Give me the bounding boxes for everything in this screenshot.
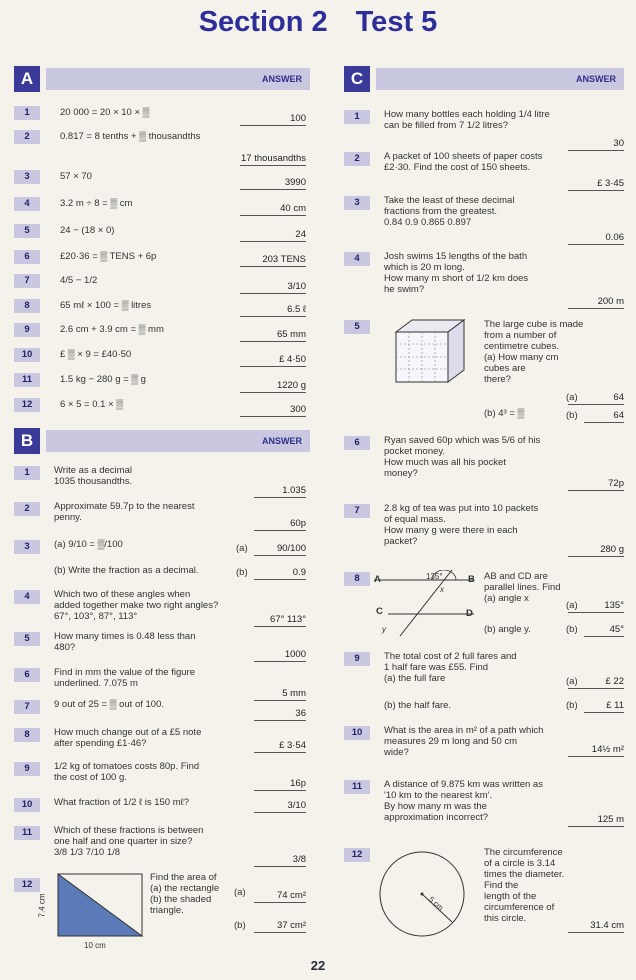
answer-part-label: (b)	[566, 624, 578, 635]
test-title: Test 5	[355, 6, 438, 38]
section-a-letter: A	[14, 66, 40, 92]
answer-part-label: (b)	[566, 700, 578, 711]
answer-value: 1000	[254, 649, 306, 662]
question-number: 4	[344, 252, 370, 266]
answer-value: 14½ m²	[568, 744, 624, 757]
answer-value: 45°	[584, 624, 624, 637]
question-number: 10	[14, 798, 40, 812]
question-text: (a) 9/10 = ▒/100	[54, 539, 123, 550]
question-text: 2.8 kg of tea was put into 10 packets of equal mass. How many g were there in each packet?	[384, 503, 539, 547]
answer-value: 16p	[254, 778, 306, 791]
point-a-label: A	[374, 574, 381, 585]
question-number: 8	[344, 572, 370, 586]
circle-figure	[376, 848, 468, 940]
answer-value: 3990	[240, 177, 306, 190]
answer-value: 125 m	[568, 814, 624, 827]
point-d-label: D	[466, 608, 473, 619]
angle-x-label: x	[440, 585, 444, 594]
question-text: 1/2 kg of tomatoes costs 80p. Find the cost of 100 g.	[54, 761, 200, 783]
answer-value: 200 m	[568, 296, 624, 309]
parallel-lines-figure	[370, 570, 480, 640]
question-number: 1	[14, 106, 40, 120]
question-text: Approximate 59.7p to the nearest penny.	[54, 501, 195, 523]
answer-value: 280 g	[568, 544, 624, 557]
answer-value: 5 mm	[254, 688, 306, 701]
section-a-header	[14, 66, 310, 92]
question-number: 3	[14, 170, 40, 184]
question-number: 5	[344, 320, 370, 334]
answer-value: 135°	[568, 600, 624, 613]
answer-value: 3/10	[254, 800, 306, 813]
answer-value: 60p	[254, 518, 306, 531]
question-text: Which two of these angles when added together make two right angles? 67°, 103°, 87°, 113°	[54, 589, 219, 622]
answer-value: 24	[240, 229, 306, 242]
question-text: 65 mℓ × 100 = ▒ litres	[60, 300, 152, 311]
question-number: 6	[344, 436, 370, 450]
question-number: 12	[344, 848, 370, 862]
point-b-label: B	[468, 574, 475, 585]
answer-value: £ 22	[568, 676, 624, 689]
question-number: 1	[344, 110, 370, 124]
question-text: Josh swims 15 lengths of the bath which is 20 m long. How many m short of 1/2 km does he swim?	[384, 251, 529, 295]
answer-value: £ 3·54	[254, 740, 306, 753]
answer-part-label: (a)	[566, 676, 578, 687]
answer-value: 0.9	[254, 567, 306, 580]
answer-value: 17 thousandths	[241, 153, 306, 164]
answer-value: £ 4·50	[240, 354, 306, 367]
question-text: A distance of 9.875 km was written as '10 km to the nearest km'. By how many m was the approximation incorrect?	[384, 779, 543, 823]
question-number: 8	[14, 728, 40, 742]
question-text: Write as a decimal 1035 thousandths.	[54, 465, 133, 487]
question-text: How many bottles each holding 1/4 litre can be filled from 7 1/2 litres?	[384, 109, 550, 131]
question-text: (b) angle y.	[484, 624, 531, 635]
question-number: 4	[14, 590, 40, 604]
answer-part-label: (a)	[236, 543, 248, 554]
question-text: How many times is 0.48 less than 480?	[54, 631, 196, 653]
question-number: 9	[344, 652, 370, 666]
question-number: 3	[14, 540, 40, 554]
page-number: 22	[310, 958, 326, 973]
answer-value: 65 mm	[240, 329, 306, 342]
question-number: 9	[14, 323, 40, 337]
question-number: 4	[14, 197, 40, 211]
answer-value: 1.035	[254, 485, 306, 498]
question-number: 7	[14, 274, 40, 288]
question-text: What is the area in m² of a path which measures 29 m long and 50 cm wide?	[384, 725, 544, 758]
answer-value: 3/8	[254, 854, 306, 867]
question-number: 3	[344, 196, 370, 210]
answer-value: 64	[584, 410, 624, 423]
angle-label: 135°	[426, 572, 443, 581]
section-b-letter: B	[14, 428, 40, 454]
answer-part-label: (b)	[236, 567, 248, 578]
question-number: 9	[14, 762, 40, 776]
answer-part-label: (a)	[566, 392, 578, 403]
question-number: 5	[14, 224, 40, 238]
question-number: 6	[14, 250, 40, 264]
question-text: 20 000 = 20 × 10 × ▒	[60, 107, 150, 118]
question-text: A packet of 100 sheets of paper costs £2·30. Find the cost of 150 sheets.	[384, 151, 543, 173]
answer-value: 90/100	[254, 543, 306, 556]
question-number: 2	[344, 152, 370, 166]
question-number: 11	[14, 826, 40, 840]
question-text: Find the area of (a) the rectangle (b) the shaded triangle.	[150, 872, 220, 916]
answer-value: 36	[254, 708, 306, 721]
answer-value: 300	[240, 404, 306, 417]
question-number: 8	[14, 299, 40, 313]
question-number: 5	[14, 632, 40, 646]
question-text: 3.2 m ÷ 8 = ▒ cm	[60, 198, 133, 209]
question-number: 12	[14, 398, 40, 412]
question-number: 6	[14, 668, 40, 682]
answer-part-label: (a)	[566, 600, 578, 611]
question-text: Ryan saved 60p which was 5/6 of his pocket money. How much was all his pocket money?	[384, 435, 541, 479]
page-title	[0, 6, 636, 39]
question-text: (b) the half fare.	[384, 700, 452, 711]
question-text: 1.5 kg − 280 g = ▒ g	[60, 374, 146, 385]
question-text: The total cost of 2 full fares and 1 half fare was £55. Find (a) the full fare	[384, 651, 517, 684]
answer-value: 0.06	[568, 232, 624, 245]
answer-value: 67° 113°	[254, 614, 306, 627]
question-text: Find in mm the value of the figure underlined. 7.075 m	[54, 667, 195, 689]
question-text: £ ▒ × 9 = £40·50	[60, 349, 132, 360]
answer-value: 203 TENS	[240, 254, 306, 267]
answer-value: 72p	[568, 478, 624, 491]
answer-value: 6.5 ℓ	[240, 304, 306, 317]
angle-y-label: y	[382, 625, 386, 634]
answer-value: 1220 g	[240, 380, 306, 393]
answer-value: 31.4 cm	[568, 920, 624, 933]
point-c-label: C	[376, 606, 383, 617]
question-number: 12	[14, 878, 40, 892]
section-c-header	[344, 66, 624, 92]
answer-part-label: (b)	[566, 410, 578, 421]
answer-value: 37 cm²	[254, 920, 306, 933]
question-text: Which of these fractions is between one half and one quarter in size? 3/8 1/3 7/10 1/8	[54, 825, 204, 858]
answer-value: 64	[568, 392, 624, 405]
radius-label: 5 cm	[427, 894, 446, 913]
question-text: 24 − (18 × 0)	[60, 225, 115, 236]
question-text: What fraction of 1/2 ℓ is 150 mℓ?	[54, 797, 189, 808]
question-text: The circumference of a circle is 3.14 times the diameter. Find the length of the circumference of this circle.	[484, 847, 565, 924]
question-number: 1	[14, 466, 40, 480]
question-text: Take the least of these decimal fractions from the greatest. 0.84 0.9 0.865 0.897	[384, 195, 515, 228]
answer-part-label: (b)	[234, 920, 246, 931]
answer-label: ANSWER	[46, 68, 310, 90]
question-text: 0.817 = 8 tenths + ▒ thousandths	[60, 131, 201, 142]
answer-value: £ 3·45	[568, 178, 624, 191]
answer-value: 40 cm	[240, 203, 306, 216]
cube-figure	[390, 316, 470, 386]
figure-height-label: 7.4 cm	[37, 893, 47, 918]
answer-label: ANSWER	[46, 430, 310, 452]
question-number: 7	[344, 504, 370, 518]
question-text: 2.6 cm + 3.9 cm = ▒ mm	[60, 324, 164, 335]
answer-value: 100	[240, 113, 306, 126]
question-text: (b) 4³ = ▒	[484, 408, 525, 419]
question-number: 10	[14, 348, 40, 362]
question-number: 11	[344, 780, 370, 794]
question-text: £20·36 = ▒ TENS + 6p	[60, 251, 157, 262]
answer-label: ANSWER	[376, 68, 624, 90]
answer-value: 74 cm²	[254, 890, 306, 903]
question-text: 6 × 5 = 0.1 × ▒	[60, 399, 123, 410]
question-text: 9 out of 25 = ▒ out of 100.	[54, 699, 164, 710]
question-text: (b) Write the fraction as a decimal.	[54, 565, 199, 576]
question-number: 7	[14, 700, 40, 714]
answer-value: £ 11	[584, 700, 624, 713]
shaded-triangle	[58, 874, 142, 936]
question-text: 57 × 70	[60, 171, 92, 182]
question-text: How much change out of a £5 note after spending £1·46?	[54, 727, 202, 749]
rectangle-triangle-figure	[50, 870, 150, 950]
question-number: 2	[14, 502, 40, 516]
question-number: 2	[14, 130, 40, 144]
question-number: 11	[14, 373, 40, 387]
section-title: Section 2	[198, 6, 328, 38]
figure-width-label: 10 cm	[84, 941, 106, 950]
question-text: 4/5 − 1/2	[60, 275, 98, 286]
answer-value: 3/10	[240, 281, 306, 294]
section-b-header	[14, 428, 310, 454]
section-c-letter: C	[344, 66, 370, 92]
answer-value: 30	[568, 138, 624, 151]
answer-part-label: (a)	[234, 887, 246, 898]
question-number: 10	[344, 726, 370, 740]
question-text: AB and CD are parallel lines. Find (a) angle x	[484, 571, 561, 604]
question-text: The large cube is made from a number of centimetre cubes. (a) How many cm cubes are there?	[484, 319, 584, 385]
